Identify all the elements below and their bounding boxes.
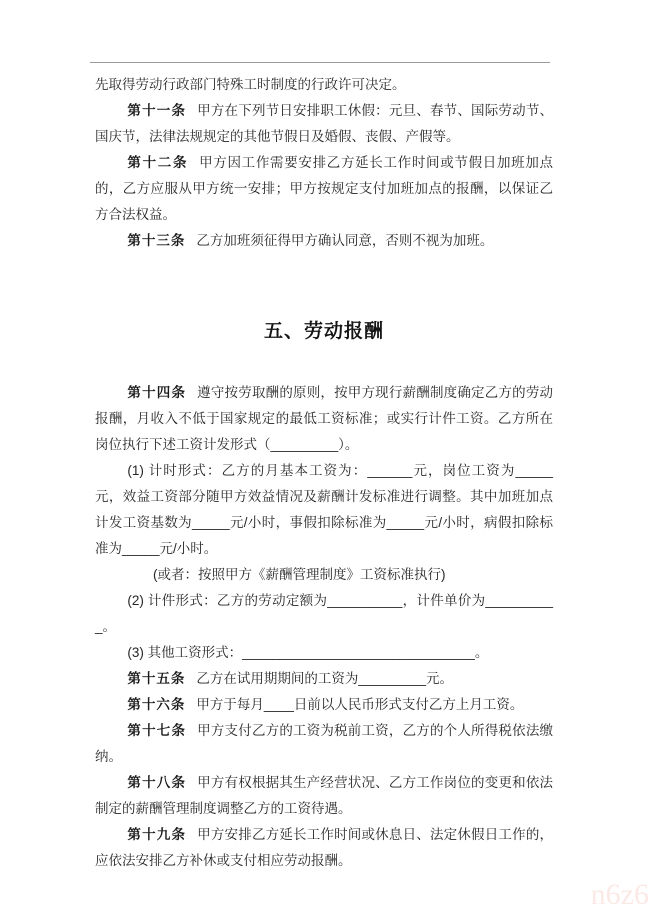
contract-body: [95, 72, 553, 874]
paragraph-item-3: [95, 640, 553, 666]
paragraph-text: 甲方有权根据其生产经营状况、乙方工作岗位的变更和依法制定的薪酬管理制度调整乙方的工资待遇。: [95, 775, 554, 816]
paragraph-text: 甲方安排乙方延长工作时间或休息日、法定休假日工作的，应依法安排乙方补休或支付相应劳动报酬。: [95, 827, 554, 868]
watermark: n6z6: [590, 878, 649, 911]
paragraph-continuation: [95, 72, 553, 98]
paragraph-text: 甲方因工作需要安排乙方延长工作时间或节假日加班加点的，乙方应服从甲方统一安排；甲方按规定支付加班加点的报酬，以保证乙方合法权益。: [95, 155, 554, 222]
paragraph-text: (1) 计时形式：乙方的月基本工资为：______元，岗位工资为_____元，效益工资部分随甲方效益情况及薪酬计发标准进行调整。其中加班加点计发工资基数为_____元/小时，事假扣除标准为_____元/小时，病假扣除标准为_____元/小时。: [95, 463, 553, 556]
article-number: 第十六条: [127, 697, 186, 712]
paragraph-text: (或者：按照甲方《薪酬管理制度》工资标准执行): [153, 567, 446, 582]
article-number: 第十五条: [127, 671, 186, 686]
paragraph-article-14: [95, 380, 553, 458]
paragraph-article-18: [95, 770, 553, 822]
article-number: 第十九条: [127, 827, 187, 842]
paragraph-article-11: [95, 98, 553, 150]
article-number: 第十七条: [127, 723, 187, 738]
article-number: 第十二条: [127, 155, 189, 170]
paragraph-text: 甲方于每月____日前以人民币形式支付乙方上月工资。: [196, 697, 524, 712]
article-number: 第十一条: [127, 103, 187, 118]
paragraph-article-17: [95, 718, 553, 770]
paragraph-article-19: [95, 822, 553, 874]
paragraph-item-2: [95, 588, 553, 640]
article-number: 第十三条: [127, 233, 186, 248]
header-divider: [90, 62, 550, 63]
paragraph-text: (2) 计件形式：乙方的劳动定额为__________，计件单价为__________。: [95, 593, 553, 634]
paragraph-alternative: [95, 562, 553, 588]
paragraph-article-13: [95, 228, 553, 254]
paragraph-article-16: [95, 692, 553, 718]
paragraph-text: 先取得劳动行政部门特殊工时制度的行政许可决定。: [95, 77, 406, 92]
paragraph-text: (3) 其他工资形式：_______________________________。: [127, 645, 489, 660]
article-number: 第十四条: [127, 385, 187, 400]
paragraph-text: 遵守按劳取酬的原则，按甲方现行薪酬制度确定乙方的劳动报酬，月收入不低于国家规定的最低工资标准；或实行计件工资。乙方所在岗位执行下述工资计发形式（_________）。: [95, 385, 554, 452]
paragraph-text: 甲方支付乙方的工资为税前工资，乙方的个人所得税依法缴纳。: [95, 723, 554, 764]
section-title: 五、劳动报酬: [263, 321, 384, 342]
article-number: 第十八条: [127, 775, 187, 790]
paragraph-text: 乙方在试用期期间的工资为_________元。: [196, 671, 453, 686]
paragraph-article-15: [95, 666, 553, 692]
paragraph-article-12: [95, 150, 553, 228]
paragraph-item-1: [95, 458, 553, 562]
paragraph-text: 甲方在下列节日安排职工休假：元旦、春节、国际劳动节、国庆节，法律法规规定的其他节假日及婚假、丧假、产假等。: [95, 103, 554, 144]
paragraph-text: 乙方加班须征得甲方确认同意，否则不视为加班。: [196, 233, 494, 248]
